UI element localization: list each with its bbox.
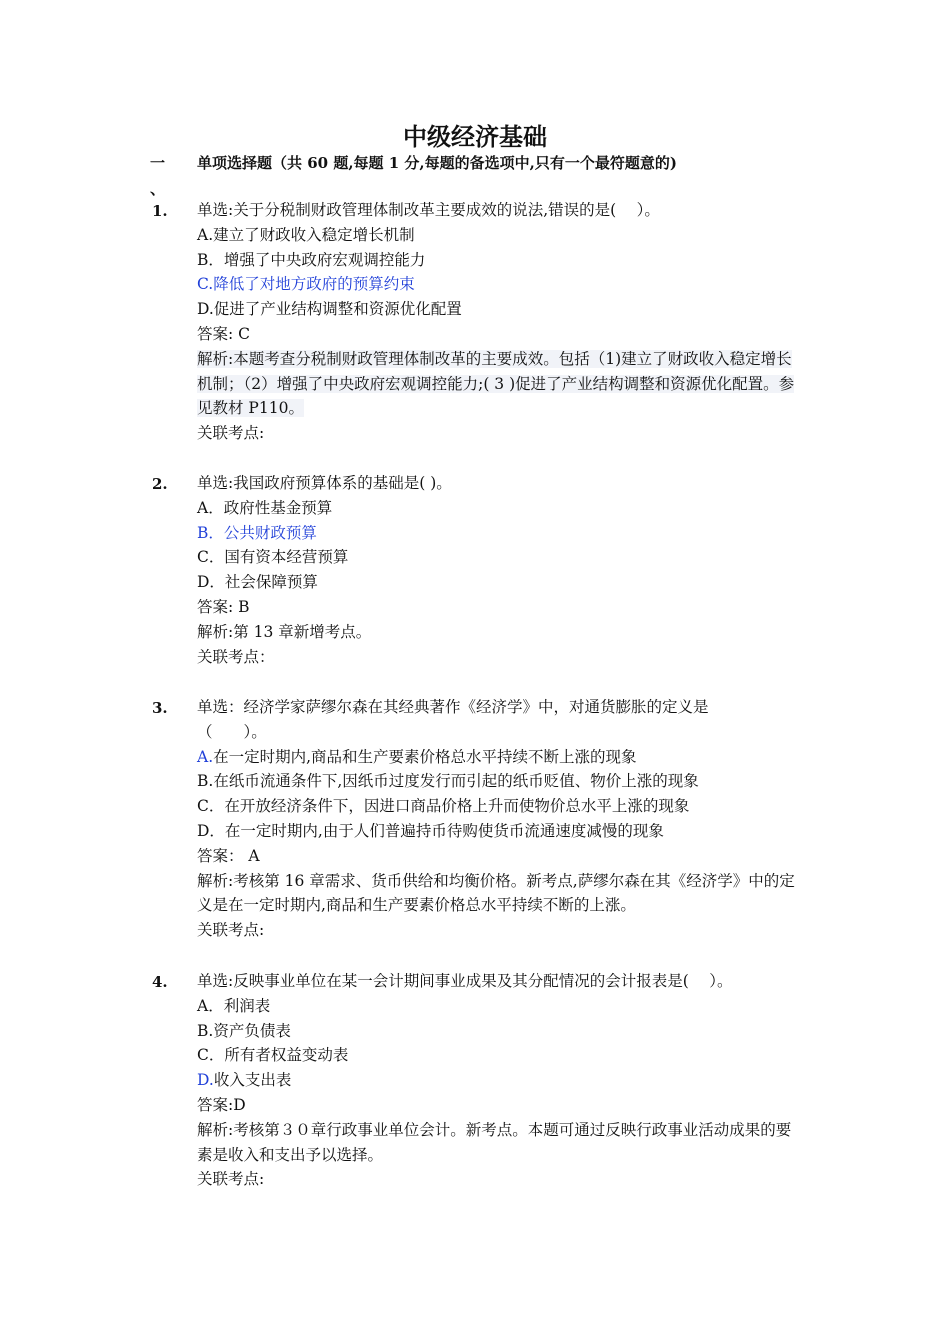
question-1-number: 1. xyxy=(152,202,168,220)
question-2 xyxy=(197,471,797,669)
option-b: B.在纸币流通条件下,因纸币过度发行而引起的纸币贬值、物价上涨的现象 xyxy=(197,772,699,791)
question-stem: 单选：经济学家萨缪尔森在其经典著作《经济学》中，对通货膨胀的定义是（ ）。 xyxy=(197,698,709,741)
option-b: B.资产负债表 xyxy=(197,1021,291,1040)
related-points: 关联考点: xyxy=(197,1170,265,1189)
option-b-correct: B．公共财政预算 xyxy=(197,523,317,542)
related-points: 关联考点: xyxy=(197,921,265,940)
answer: 答案: C xyxy=(197,324,251,343)
option-a-correct: A.在一定时期内,商品和生产要素价格总水平持续不断上涨的现象 xyxy=(197,747,637,766)
section-number xyxy=(150,150,174,202)
question-stem: 单选:反映事业单位在某一会计期间事业成果及其分配情况的会计报表是( ）。 xyxy=(197,972,733,990)
option-d: D．社会保障预算 xyxy=(197,573,318,592)
section-number-punct: 、 xyxy=(150,180,166,198)
option-c: C．在开放经济条件下，因进口商品价格上升而使物价总水平上涨的现象 xyxy=(197,797,690,816)
section-heading: 单项选择题（共 60 题,每题 1 分,每题的备选项中,只有一个最符题意的) xyxy=(197,154,677,172)
analysis: 解析:第 13 章新增考点。 xyxy=(197,622,372,641)
question-stem: 单选:关于分税制财政管理体制改革主要成效的说法,错误的是( ）。 xyxy=(197,201,660,219)
option-d: D．在一定时期内,由于人们普遍持币待购使货币流通速度减慢的现象 xyxy=(197,821,664,840)
option-a: A.建立了财政收入稳定增长机制 xyxy=(197,225,415,244)
analysis xyxy=(197,347,797,421)
question-3 xyxy=(197,695,795,943)
option-d: D.促进了产业结构调整和资源优化配置 xyxy=(197,300,462,319)
option-c-correct: C.降低了对地方政府的预算约束 xyxy=(197,275,415,294)
question-2-number: 2. xyxy=(152,475,168,493)
answer: 答案: B xyxy=(197,597,250,616)
section-number-char: 一 xyxy=(150,154,166,172)
correct-option-letter: A. xyxy=(197,747,214,766)
analysis-text: 解析:本题考查分税制财政管理体制改革的主要成效。包括（1)建立了财政收入稳定增长机制；（2）增强了中央政府宏观调控能力;( 3 )促进了产业结构调整和资源优化配置。参见教材 P110。 xyxy=(197,349,795,418)
question-3-number: 3. xyxy=(152,699,168,717)
analysis: 解析:考核第３０章行政事业单位会计。新考点。本题可通过反映行政事业活动成果的要素是收入和支出予以选择。 xyxy=(197,1120,792,1164)
analysis: 解析:考核第 16 章需求、货币供给和均衡价格。新考点,萨缪尔森在其《经济学》中的定义是在一定时期内,商品和生产要素价格总水平持续不断的上涨。 xyxy=(197,871,795,915)
question-1 xyxy=(197,198,797,446)
question-stem: 单选:我国政府预算体系的基础是( )。 xyxy=(197,474,452,492)
answer: 答案:D xyxy=(197,1095,246,1114)
option-a: A．政府性基金预算 xyxy=(197,498,333,517)
option-c: C．国有资本经营预算 xyxy=(197,548,349,567)
question-4 xyxy=(197,969,797,1192)
correct-option-letter: D. xyxy=(197,1071,214,1090)
option-a: A．利润表 xyxy=(197,996,271,1015)
related-points: 关联考点： xyxy=(197,647,275,666)
related-points: 关联考点: xyxy=(197,424,265,443)
question-4-number: 4. xyxy=(152,973,168,991)
option-c: C．所有者权益变动表 xyxy=(197,1046,349,1065)
answer: 答案： A xyxy=(197,846,260,865)
option-d-correct: D.收入支出表 xyxy=(197,1071,292,1090)
page-title: 中级经济基础 xyxy=(403,122,547,151)
option-b: B．增强了中央政府宏观调控能力 xyxy=(197,250,426,269)
